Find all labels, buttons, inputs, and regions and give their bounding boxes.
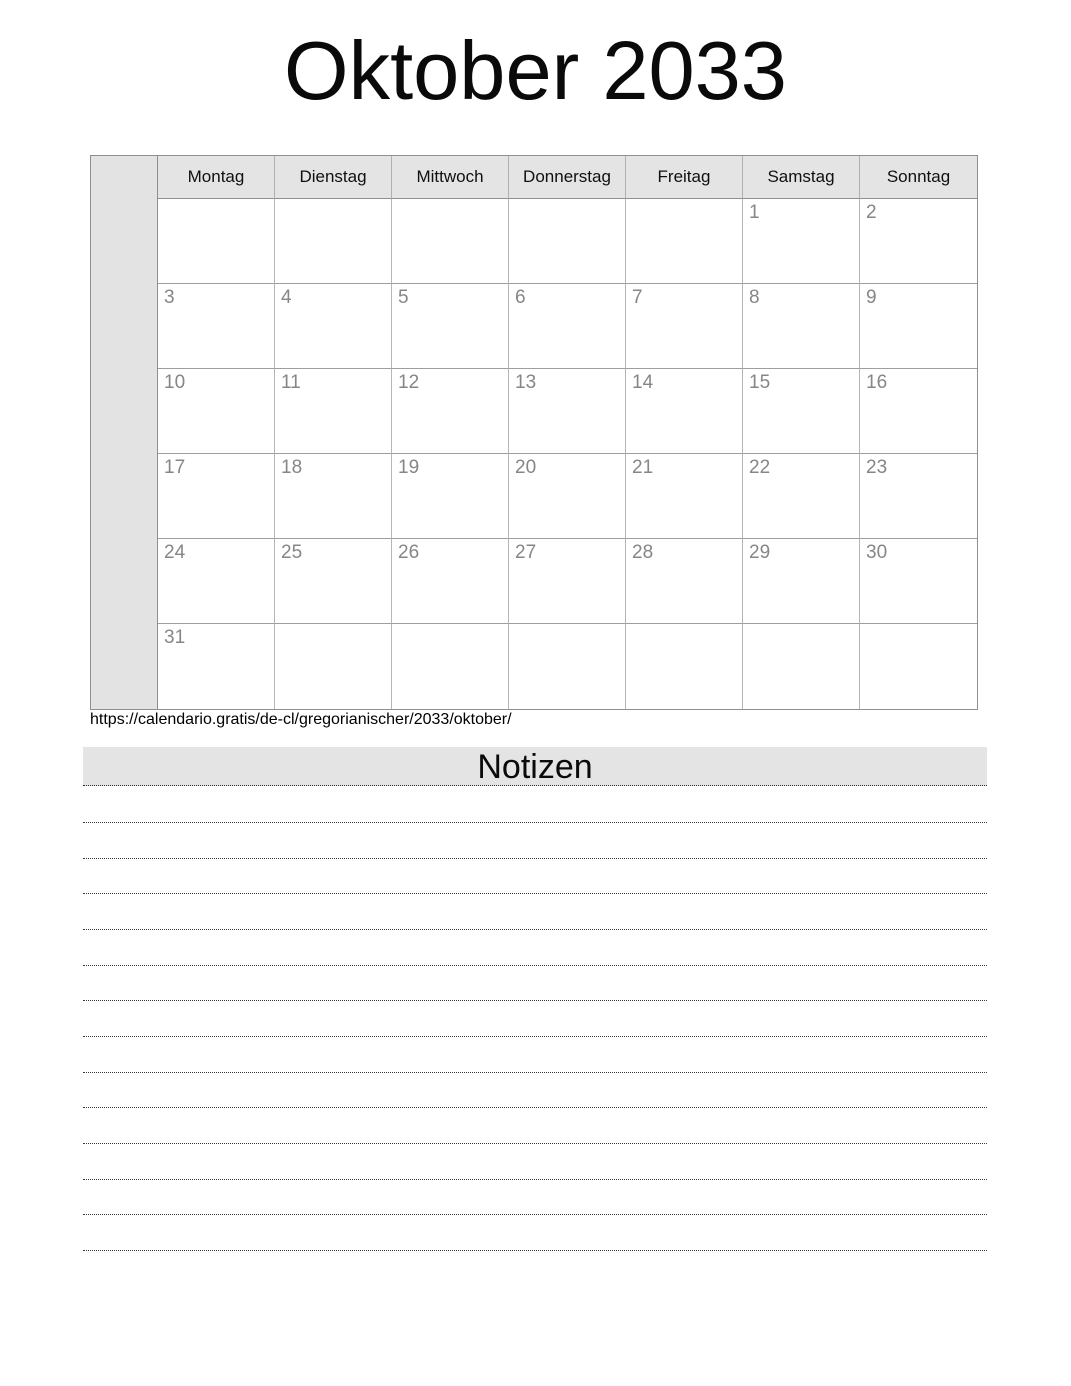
note-line <box>83 1214 987 1215</box>
weekday-header-freitag: Freitag <box>626 156 743 199</box>
calendar-day-16: 16 <box>860 369 977 454</box>
calendar-day-19: 19 <box>392 454 509 539</box>
calendar-day-13: 13 <box>509 369 626 454</box>
calendar-day-10: 10 <box>158 369 275 454</box>
calendar-day-25: 25 <box>275 539 392 624</box>
note-line <box>83 822 987 823</box>
calendar-day-empty <box>860 624 977 709</box>
calendar-day-24: 24 <box>158 539 275 624</box>
calendar-day-30: 30 <box>860 539 977 624</box>
calendar-day-8: 8 <box>743 284 860 369</box>
calendar-day-4: 4 <box>275 284 392 369</box>
note-line <box>83 1179 987 1180</box>
calendar-day-3: 3 <box>158 284 275 369</box>
calendar-day-28: 28 <box>626 539 743 624</box>
weekday-header-montag: Montag <box>158 156 275 199</box>
weekday-header-dienstag: Dienstag <box>275 156 392 199</box>
calendar-day-5: 5 <box>392 284 509 369</box>
calendar-day-20: 20 <box>509 454 626 539</box>
calendar-day-2: 2 <box>860 199 977 284</box>
calendar-day-9: 9 <box>860 284 977 369</box>
calendar-day-empty <box>275 624 392 709</box>
note-line <box>83 858 987 859</box>
calendar-day-17: 17 <box>158 454 275 539</box>
calendar-day-7: 7 <box>626 284 743 369</box>
notes-heading: Notizen <box>83 747 987 786</box>
calendar-day-6: 6 <box>509 284 626 369</box>
weekday-header-donnerstag: Donnerstag <box>509 156 626 199</box>
calendar-table <box>90 155 978 710</box>
calendar-day-22: 22 <box>743 454 860 539</box>
calendar-day-15: 15 <box>743 369 860 454</box>
calendar-day-empty <box>275 199 392 284</box>
calendar-day-1: 1 <box>743 199 860 284</box>
calendar-day-empty <box>509 624 626 709</box>
note-line <box>83 1036 987 1037</box>
calendar-day-empty <box>743 624 860 709</box>
calendar-day-23: 23 <box>860 454 977 539</box>
calendar-day-empty <box>392 624 509 709</box>
note-line <box>83 965 987 966</box>
weekday-header-mittwoch: Mittwoch <box>392 156 509 199</box>
calendar-day-11: 11 <box>275 369 392 454</box>
calendar-day-18: 18 <box>275 454 392 539</box>
calendar-side-column <box>91 156 158 709</box>
calendar-day-21: 21 <box>626 454 743 539</box>
calendar-day-29: 29 <box>743 539 860 624</box>
calendar-day-empty <box>158 199 275 284</box>
note-line <box>83 1143 987 1144</box>
note-line <box>83 1072 987 1073</box>
calendar-day-empty <box>392 199 509 284</box>
calendar-day-26: 26 <box>392 539 509 624</box>
calendar-day-empty <box>626 199 743 284</box>
calendar-day-empty <box>626 624 743 709</box>
calendar-day-12: 12 <box>392 369 509 454</box>
source-url-text: https://calendario.gratis/de-cl/gregorianischer/2033/oktober/ <box>90 711 512 728</box>
calendar-day-31: 31 <box>158 624 275 709</box>
page-title: Oktober 2033 <box>284 24 787 117</box>
note-line <box>83 1000 987 1001</box>
note-line <box>83 1250 987 1251</box>
note-line <box>83 929 987 930</box>
weekday-header-samstag: Samstag <box>743 156 860 199</box>
note-line <box>83 893 987 894</box>
calendar-day-14: 14 <box>626 369 743 454</box>
note-line <box>83 1107 987 1108</box>
weekday-header-sonntag: Sonntag <box>860 156 977 199</box>
calendar-day-empty <box>509 199 626 284</box>
calendar-day-27: 27 <box>509 539 626 624</box>
